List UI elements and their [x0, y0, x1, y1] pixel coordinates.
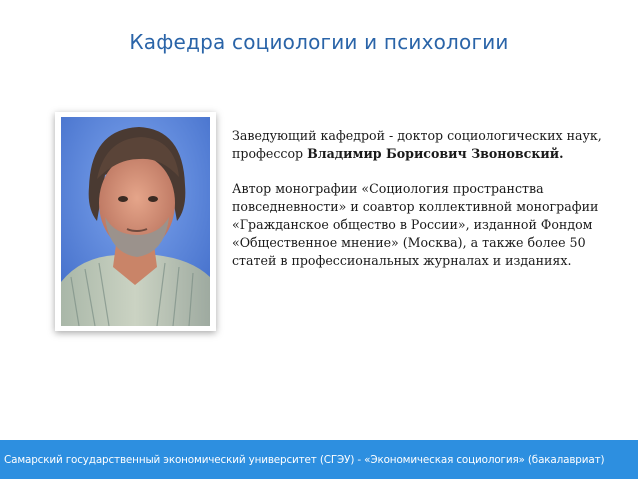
footer-bar	[0, 440, 638, 479]
portrait-photo	[61, 117, 210, 326]
slide-title: Кафедра социологии и психологии	[129, 30, 509, 54]
footer-text: Самарский государственный экономический университет (СГЭУ) - «Экономическая социология» (бакалавриат)	[4, 454, 605, 466]
bio-text	[232, 127, 612, 270]
portrait-photo-frame	[55, 112, 216, 331]
bio-name: Владимир Борисович Звоновский.	[307, 146, 564, 161]
bio-paragraph-works: Автор монографии «Социология пространства повседневности» и соавтор коллективной монографии «Гражданское общество в России», изданной Фондом «Общественное мнение» (Москва), а также более 50 статей в профессиональных журналах и изданиях.	[232, 181, 599, 268]
bio-position: Заведующий кафедрой - доктор социологических наук, профессор	[232, 128, 602, 161]
bio-paragraph-head	[232, 127, 612, 163]
